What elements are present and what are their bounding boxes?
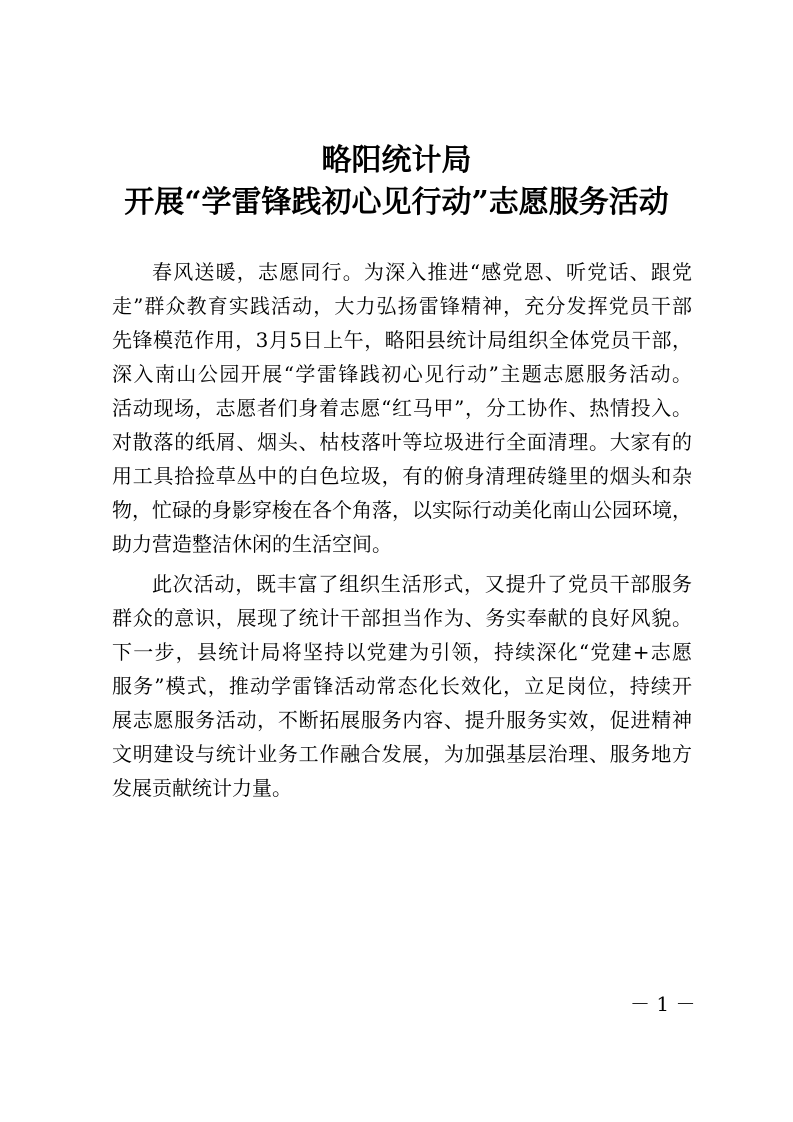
paragraph-2 <box>112 567 692 805</box>
paragraph-line: 物，忙碌的身影穿梭在各个角落，以实际行动美化南山公园环境， <box>112 498 692 522</box>
paragraph-line: 对散落的纸屑、烟头、枯枝落叶等垃圾进行全面清理。大家有的 <box>112 430 692 454</box>
paragraph-line: 发展贡献统计力量。 <box>112 776 292 800</box>
document-body <box>112 255 692 805</box>
document-title-line-2: 开展“学雷锋践初心见行动”志愿服务活动 <box>124 185 669 220</box>
paragraph-line: 群众的意识，展现了统计干部担当作为、务实奉献的良好风貌。 <box>112 606 692 630</box>
paragraph-1 <box>112 255 692 561</box>
paragraph-line: 先锋模范作用，3月5日上午，略阳县统计局组织全体党员干部， <box>112 328 692 352</box>
paragraph-line: 走”群众教育实践活动，大力弘扬雷锋精神，充分发挥党员干部 <box>112 294 692 318</box>
page-number: － 1 － <box>630 992 696 1016</box>
paragraph-line: 此次活动，既丰富了组织生活形式，又提升了党员干部服务 <box>152 572 692 596</box>
document-title-line-1: 略阳统计局 <box>321 143 472 178</box>
paragraph-line: 服务”模式，推动学雷锋活动常态化长效化，立足岗位，持续开 <box>112 674 692 698</box>
paragraph-line: 用工具拾捡草丛中的白色垃圾，有的俯身清理砖缝里的烟头和杂 <box>112 464 692 488</box>
paragraph-line: 文明建设与统计业务工作融合发展，为加强基层治理、服务地方 <box>112 742 692 766</box>
paragraph-line: 春风送暖，志愿同行。为深入推进“感党恩、听党话、跟党 <box>152 260 692 284</box>
paragraph-line: 下一步，县统计局将坚持以党建为引领，持续深化“党建+志愿 <box>112 640 692 664</box>
paragraph-line: 助力营造整洁休闲的生活空间。 <box>112 532 392 556</box>
paragraph-line: 展志愿服务活动，不断拓展服务内容、提升服务实效，促进精神 <box>112 708 692 732</box>
paragraph-line: 活动现场，志愿者们身着志愿“红马甲”，分工协作、热情投入。 <box>112 396 692 420</box>
paragraph-line: 深入南山公园开展“学雷锋践初心见行动”主题志愿服务活动。 <box>112 362 692 386</box>
